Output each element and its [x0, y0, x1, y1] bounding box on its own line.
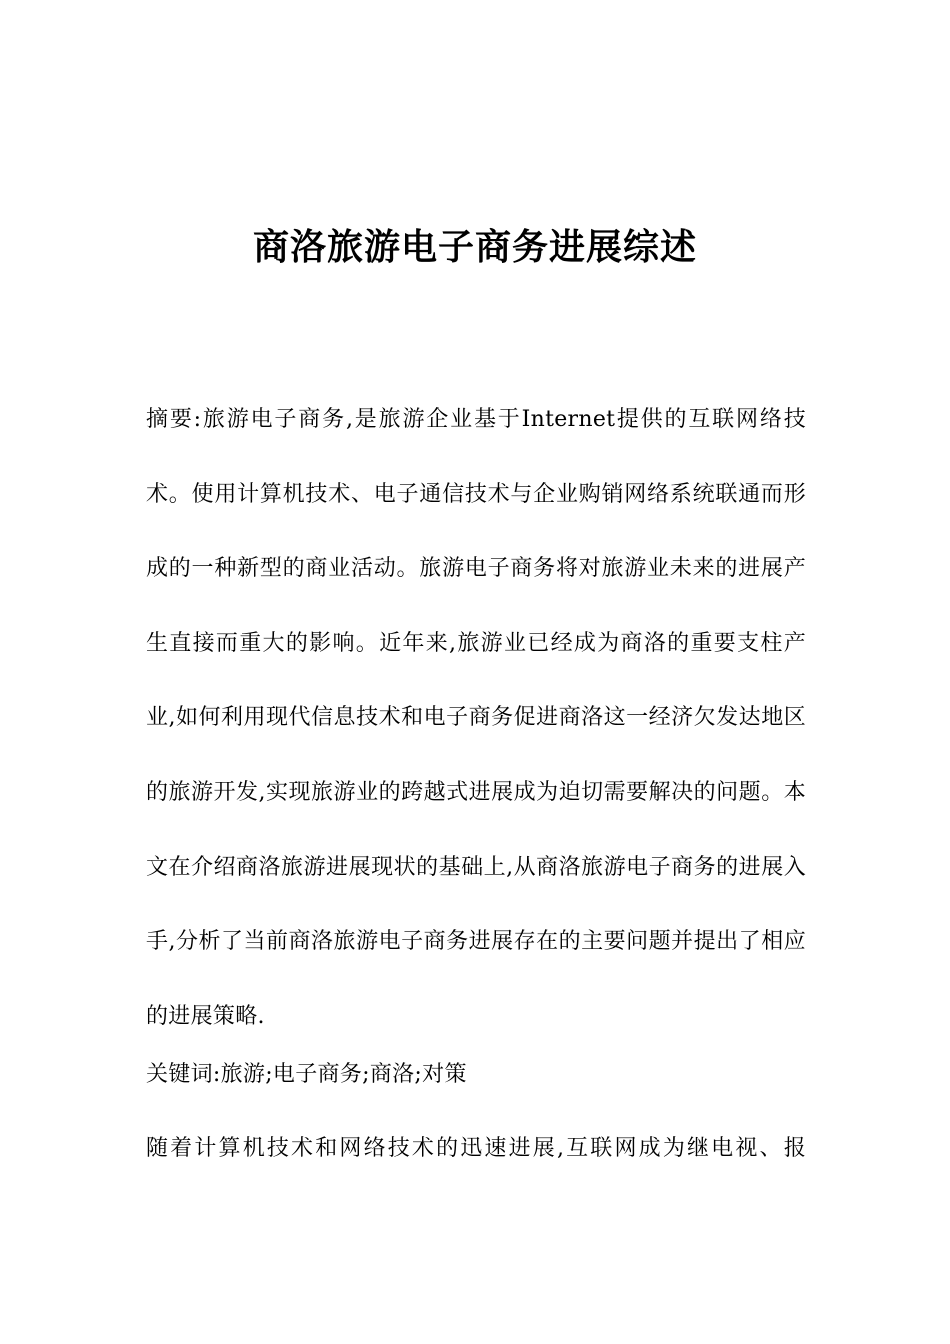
abstract-paragraph: 摘要:旅游电子商务,是旅游企业基于Internet提供的互联网络技术。使用计算机技术、电子通信技术与企业购销网络系统联通而形成的一种新型的商业活动。旅游电子商务将对旅游业未来的进展产生直接而重大的影响。近年来,旅游业已经成为商洛的重要支柱产业,如何利用现代信息技术和电子商务促进商洛这一经济欠发达地区的旅游开发,实现旅游业的跨越式进展成为迫切需要解决的问题。本文在介绍商洛旅游进展现状的基础上,从商洛旅游电子商务的进展入手,分析了当前商洛旅游电子商务进展存在的主要问题并提出了相应的进展策略.: [146, 407, 806, 1029]
keywords-line: 关键词:旅游;电子商务;商洛;对策: [146, 1062, 467, 1087]
document-title: 商洛旅游电子商务进展综述: [252, 227, 697, 268]
body-paragraph: 随着计算机技术和网络技术的迅速进展,互联网成为继电视、报: [146, 1136, 806, 1161]
